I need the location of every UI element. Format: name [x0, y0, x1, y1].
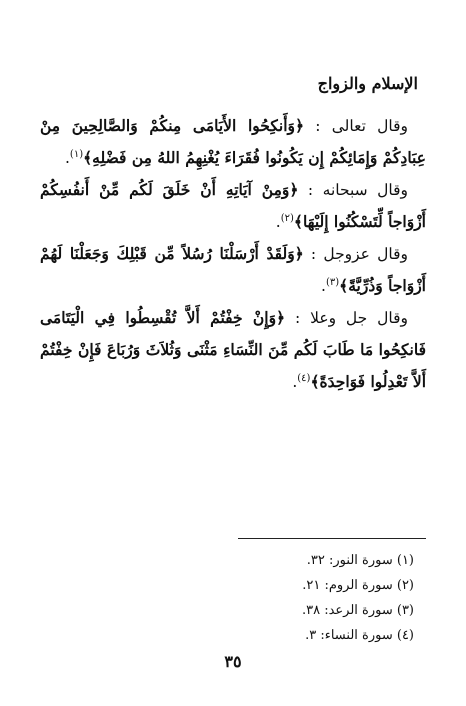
footnote: (٣) سورة الرعد: ٣٨. — [301, 603, 414, 618]
body-text — [40, 110, 426, 398]
footnote: (١) سورة النور: ٣٢. — [306, 553, 414, 568]
paragraph — [40, 110, 426, 174]
quran-verse: ﴿وَأَنكِحُوا الأَيَامَى مِنكُمْ وَالصَّالِحِينَ مِنْ عِبَادِكُمْ وَإِمَائِكُمْ إِن يَكُونُوا فُقَرَاءَ يُغْنِهِمُ اللهُ مِن فَضْلِهِ﴾ — [40, 116, 426, 167]
sentence-end: . — [275, 213, 281, 231]
sentence-end: . — [64, 149, 70, 167]
footnote-ref: (٢) — [280, 212, 294, 224]
quran-verse: ﴿وَمِنْ آيَاتِهِ أَنْ خَلَقَ لَكُم مِّنْ أَنفُسِكُمْ أَزْوَاجاً لِّتَسْكُنُوا إِلَيْهَا﴾ — [40, 180, 426, 231]
footnote: (٢) سورة الروم: ٢١. — [302, 578, 414, 593]
paragraph — [40, 302, 426, 398]
paragraph-intro: وقال تعالى : — [304, 117, 408, 135]
sentence-end: . — [321, 277, 326, 295]
footnote-ref: (٤) — [297, 372, 311, 384]
footnote-ref: (٣) — [325, 276, 340, 288]
footnote: (٤) سورة النساء: ٣. — [305, 628, 414, 643]
paragraph-intro: وقال جل وعلا : — [285, 309, 408, 327]
section-heading: الإسلام والزواج — [317, 74, 418, 93]
footnote-ref: (١) — [69, 148, 84, 160]
footnote-divider — [238, 538, 426, 539]
footnotes — [164, 548, 414, 648]
quran-verse: ﴿وَإِنْ خِفْتُمْ أَلاَّ تُقْسِطُوا فِي الْيَتَامَى فَانكِحُوا مَا طَابَ لَكُم مِّنَ النِّسَاءِ مَثْنَى وَثُلاَثَ وَرُبَاعَ فَإِنْ خِفْتُمْ أَلاَّ تَعْدِلُوا فَوَاحِدَةً﴾ — [40, 308, 426, 391]
quran-verse: ﴿وَلَقَدْ أَرْسَلْنَا رُسُلاً مِّن قَبْلِكَ وَجَعَلْنَا لَهُمْ أَزْوَاجاً وَذُرِّيَّةً﴾ — [40, 244, 426, 295]
page-number: ٣٥ — [224, 652, 242, 671]
paragraph — [40, 238, 426, 302]
sentence-end: . — [292, 373, 298, 391]
paragraph-intro: وقال سبحانه : — [298, 181, 408, 199]
paragraph-intro: وقال عزوجل : — [303, 245, 408, 263]
paragraph — [40, 174, 426, 238]
